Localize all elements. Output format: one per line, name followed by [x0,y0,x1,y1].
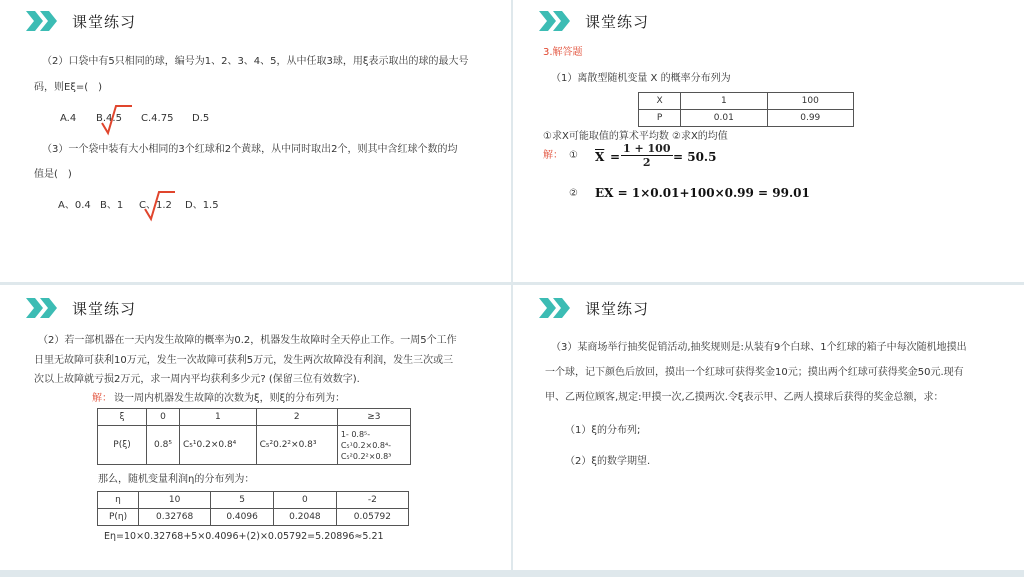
section-heading: 3.解答题 [543,47,583,58]
double-chevron-icon [539,11,573,31]
problem-line-1: （2）若一部机器在一天内发生故障的概率为0.2，机器发生故障时全天停止工作。一周5个工作 [38,335,457,346]
table-row [639,93,854,110]
table-cell: 0 [274,492,337,509]
solution-label: 解： [543,150,563,161]
table-cell: ξ [98,409,147,426]
distribution-table [638,92,854,127]
slide-3 [0,285,511,570]
problem-line-2: 一个球，记下颜色后放回，摸出一个红球可获得奖金10元；摸出两个红球可获得奖金50元.现有 [545,367,964,378]
slide-header [26,297,136,319]
fraction [621,142,673,169]
step-number-1: ① [569,150,578,161]
option-a: A.4 [60,113,77,124]
fraction-denominator: 2 [642,156,651,169]
table-cell: -2 [336,492,408,509]
question-1: （1）离散型随机变量 X 的概率分布列为 [551,73,731,84]
slide-header [539,297,649,319]
problem-line-2: 日里无故障可获利10万元，发生一次故障可获利5万元，发生两次故障没有利润，发生三次或三 [34,355,454,366]
table-cell: 0 [147,409,180,426]
table-cell: 1 [180,409,257,426]
table-cell: 5 [211,492,274,509]
slide-title: 课堂练习 [585,299,650,318]
table-cell: 2 [256,409,337,426]
cell-line: C₅¹0.2×0.8⁴- [340,440,392,450]
question-2-line-2: 码，则Eξ=( ) [34,82,103,93]
option-d: D、1.5 [185,200,219,211]
slide-1 [0,0,511,282]
table-cell [337,426,410,465]
table-cell: C₅²0.2²×0.8³ [256,426,337,465]
equals-sign: = [610,150,621,164]
table-cell: η [98,492,139,509]
mean-result: = 50.5 [673,150,717,164]
cell-line: C₅²0.2²×0.8³ [340,451,392,461]
table-cell: C₅¹0.2×0.8⁴ [180,426,257,465]
slide-4 [513,285,1024,570]
checkmark-icon [100,103,134,137]
double-chevron-icon [26,298,60,318]
table-cell: 1 [681,93,767,110]
slide-title: 课堂练习 [585,12,650,31]
table-cell: ≥3 [337,409,410,426]
table-cell: 10 [139,492,211,509]
option-d: D.5 [192,113,210,124]
mean-symbol: $\overline{X}$ [595,150,605,164]
step-number-2: ② [569,188,578,199]
solution-intro: 设一周内机器发生故障的次数为ξ，则ξ的分布列为： [114,393,346,404]
expected-profit: Eη=10×0.32768+5×0.4096+(2)×0.05792=5.20896≈5.21 [104,531,384,542]
question-3-line-1: （3）一个袋中装有大小相同的3个红球和2个黄球，从中同时取出2个，则其中含红球个数的均 [42,144,458,155]
table-row [98,492,409,509]
table-cell: 0.01 [681,110,767,127]
expectation-formula: EX = 1×0.01+100×0.99 = 99.01 [595,186,810,200]
table-cell: 0.2048 [274,509,337,526]
sub-question-1: （1）ξ的分布列; [565,425,641,436]
table-row [98,409,411,426]
table-row [639,110,854,127]
sub-question-2: （2）ξ的数学期望. [565,456,651,467]
failure-distribution-table [97,408,411,465]
double-chevron-icon [26,11,60,31]
table-cell: 0.4096 [211,509,274,526]
double-chevron-icon [539,298,573,318]
table-cell: P [639,110,681,127]
cell-line: 1- 0.8⁵- [340,429,371,439]
sub-questions: ①求X可能取值的算术平均数 ②求X的均值 [543,131,728,142]
problem-line-1: （3）某商场举行抽奖促销活动,抽奖规则是:从装有9个白球、1个红球的箱子中每次随机地摸出 [551,342,967,353]
table-row [98,426,411,465]
checkmark-icon [143,189,177,223]
table-cell: 0.8⁵ [147,426,180,465]
table-cell: P(η) [98,509,139,526]
table-cell: X [639,93,681,110]
profit-distribution-table [97,491,409,526]
option-a: A、0.4 [58,200,91,211]
slide-title: 课堂练习 [72,12,137,31]
slide-title: 课堂练习 [72,299,137,318]
problem-line-3: 甲、乙两位顾客,规定:甲摸一次,乙摸两次.令ξ表示甲、乙两人摸球后获得的奖金总额，求： [545,392,944,403]
table-cell: P(ξ) [98,426,147,465]
profit-intro: 那么，随机变量利润η的分布列为： [98,474,255,485]
slide-header [26,10,136,32]
question-3-line-2: 值是( ) [34,169,72,180]
table-row [98,509,409,526]
option-c: C、1.2 [139,200,172,211]
solution-label: 解： [92,393,112,404]
fraction-numerator: 1 + 100 [623,142,671,155]
slide-header [539,10,649,32]
table-cell: 0.05792 [336,509,408,526]
table-cell: 0.32768 [139,509,211,526]
option-b: B、1 [100,200,124,211]
slide-2 [513,0,1024,282]
table-cell: 0.99 [767,110,853,127]
question-2-line-1: （2）口袋中有5只相同的球，编号为1、2、3、4、5，从中任取3球，用ξ表示取出的球的最大号 [42,56,469,67]
table-cell: 100 [767,93,853,110]
option-c: C.4.75 [141,113,174,124]
problem-line-3: 次以上故障就亏损2万元，求一周内平均获利多少元? (保留三位有效数字). [34,374,360,385]
option-b: B.4.5 [96,113,122,124]
